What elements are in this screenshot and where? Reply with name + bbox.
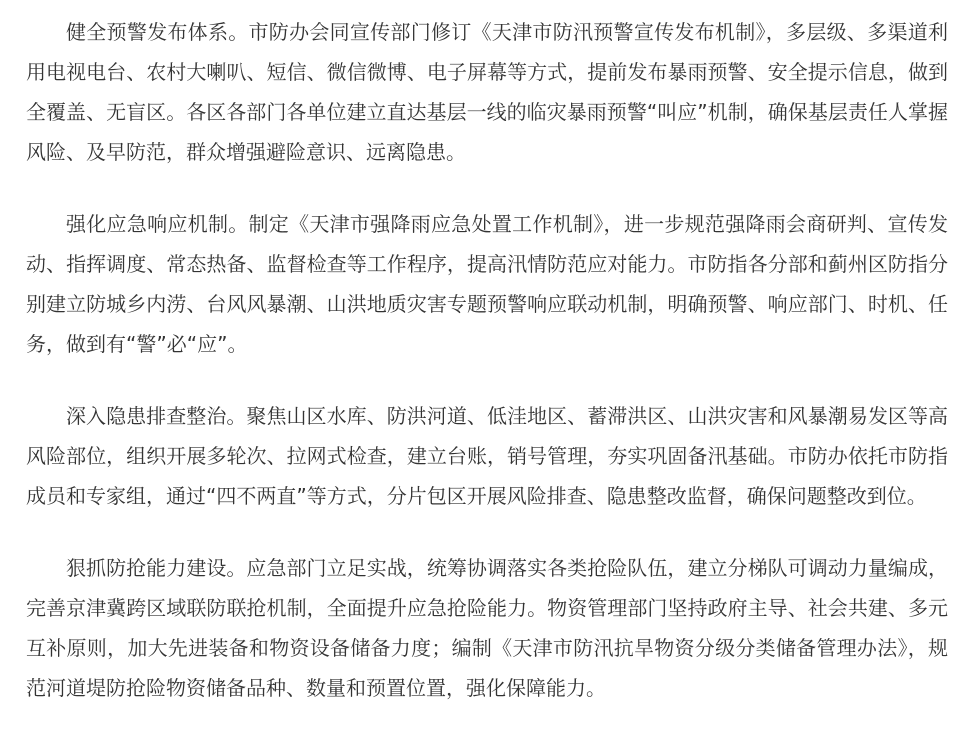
paragraph-emergency-response: 强化应急响应机制。制定《天津市强降雨应急处置工作机制》，进一步规范强降雨会商研判、宣传发动、指挥调度、常态热备、监督检查等工作程序，提高汛情防范应对能力。市防指各分部和蓟州区防指分别建立防城乡内涝、台风风暴潮、山洪地质灾害专题预警响应联动机制，明确预警、响应部门、时机、任务，做到有“警”必“应”。	[26, 212, 948, 356]
article-body	[26, 12, 948, 740]
paragraph-warning-system: 健全预警发布体系。市防办会同宣传部门修订《天津市防汛预警宣传发布机制》，多层级、多渠道利用电视电台、农村大喇叭、短信、微信微博、电子屏幕等方式，提前发布暴雨预警、安全提示信息，做到全覆盖、无盲区。各区各部门各单位建立直达基层一线的临灾暴雨预警“叫应”机制，确保基层责任人掌握风险、及早防范，群众增强避险意识、远离隐患。	[26, 20, 948, 164]
paragraph-hazard-inspection: 深入隐患排查整治。聚焦山区水库、防洪河道、低洼地区、蓄滞洪区、山洪灾害和风暴潮易发区等高风险部位，组织开展多轮次、拉网式检查，建立台账，销号管理，夯实巩固备汛基础。市防办依托市防指成员和专家组，通过“四不两直”等方式，分片包区开展风险排查、隐患整改监督，确保问题整改到位。	[26, 404, 948, 508]
paragraph-rescue-capacity: 狠抓防抢能力建设。应急部门立足实战，统筹协调落实各类抢险队伍，建立分梯队可调动力量编成，完善京津冀跨区域联防联抢机制，全面提升应急抢险能力。物资管理部门坚持政府主导、社会共建、多元互补原则，加大先进装备和物资设备储备力度；编制《天津市防汛抗旱物资分级分类储备管理办法》，规范河道堤防抢险物资储备品种、数量和预置位置，强化保障能力。	[26, 556, 948, 700]
